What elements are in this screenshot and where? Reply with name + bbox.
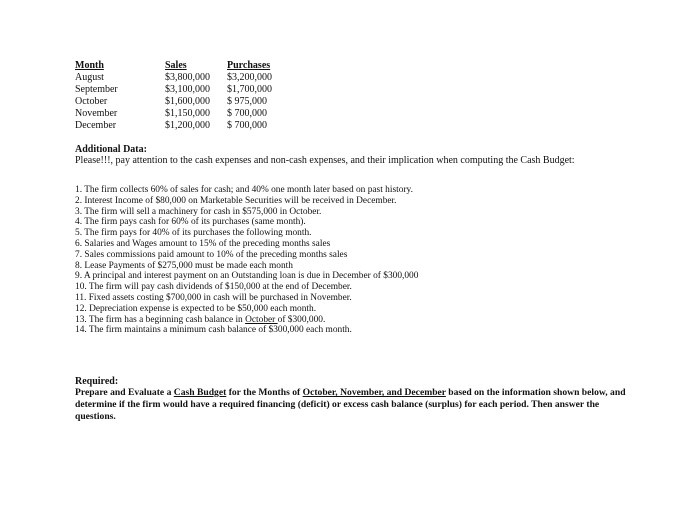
cell-sales: $3,800,000 [165, 72, 210, 83]
list-item: 5. The firm pays for 40% of its purchases the following month. [75, 228, 312, 239]
required-text [75, 387, 635, 423]
list-item: 1. The firm collects 60% of sales for cash; and 40% one month later based on past history. [75, 185, 413, 195]
additional-data-note: Please!!!, pay attention to the cash expenses and non-cash expenses, and their implication when computing the Cash Budget: [75, 155, 575, 166]
cell-month: December [75, 120, 117, 131]
additional-data-list [75, 185, 418, 336]
cell-purchases: $ 700,000 [227, 108, 267, 119]
header-sales: Sales [165, 60, 187, 71]
cell-sales: $1,600,000 [165, 96, 210, 107]
cell-month: September [75, 84, 118, 95]
header-month: Month [75, 60, 104, 71]
item-13-end: of $300,000. [277, 314, 326, 325]
list-item: 3. The firm will sell a machinery for cash in $575,000 in October. [75, 206, 322, 217]
cell-sales: $1,150,000 [165, 108, 210, 119]
cell-month: August [75, 72, 104, 83]
cell-sales: $1,200,000 [165, 120, 210, 131]
required-part-1: Prepare and Evaluate a [75, 387, 174, 398]
cell-purchases: $ 700,000 [227, 120, 267, 131]
item-13-start: 13. The firm has a beginning cash balance in [75, 314, 246, 325]
cell-month: October [75, 96, 108, 107]
cell-purchases: $ 975,000 [227, 96, 267, 107]
required-part-3: based on the information shown below, and determine if the firm would have a required financing (deficit) or excess cash balance (surplus) for each period. Then answer the questions. [75, 387, 626, 422]
cash-budget-underlined: Cash Budget [173, 387, 227, 398]
list-item: 4. The firm pays cash for 60% of its purchases (same month). [75, 217, 306, 228]
list-item: 2. Interest Income of $80,000 on Marketable Securities will be received in December. [75, 195, 397, 206]
months-underlined: October, November, and December [302, 387, 446, 398]
cell-purchases: $3,200,000 [227, 72, 272, 83]
list-item: 10. The firm will pay cash dividends of $150,000 at the end of December. [75, 282, 352, 293]
list-item: 9. A principal and interest payment on an Outstanding loan is due in December of $300,000 [75, 271, 419, 282]
list-item: 11. Fixed assets costing $700,000 in cash will be purchased in November. [75, 292, 352, 303]
required-part-2: for the Months of [226, 387, 303, 398]
cell-purchases: $1,700,000 [227, 84, 272, 95]
list-item: 14. The firm maintains a minimum cash balance of $300,000 each month. [75, 325, 352, 336]
additional-data-title: Additional Data: [75, 144, 147, 155]
list-item-13 [75, 315, 418, 326]
header-purchases: Purchases [227, 60, 271, 71]
cell-sales: $3,100,000 [165, 84, 210, 95]
list-item: 7. Sales commissions paid amount to 10% of the preceding months sales [75, 249, 348, 260]
cell-month: November [75, 108, 118, 119]
required-title: Required: [75, 376, 119, 387]
list-item: 8. Lease Payments of $275,000 must be made each month [75, 260, 293, 271]
list-item: 12. Depreciation expense is expected to be $50,000 each month. [75, 303, 317, 314]
item-13-october: October [245, 314, 278, 325]
list-item: 6. Salaries and Wages amount to 15% of the preceding months sales [75, 238, 331, 249]
